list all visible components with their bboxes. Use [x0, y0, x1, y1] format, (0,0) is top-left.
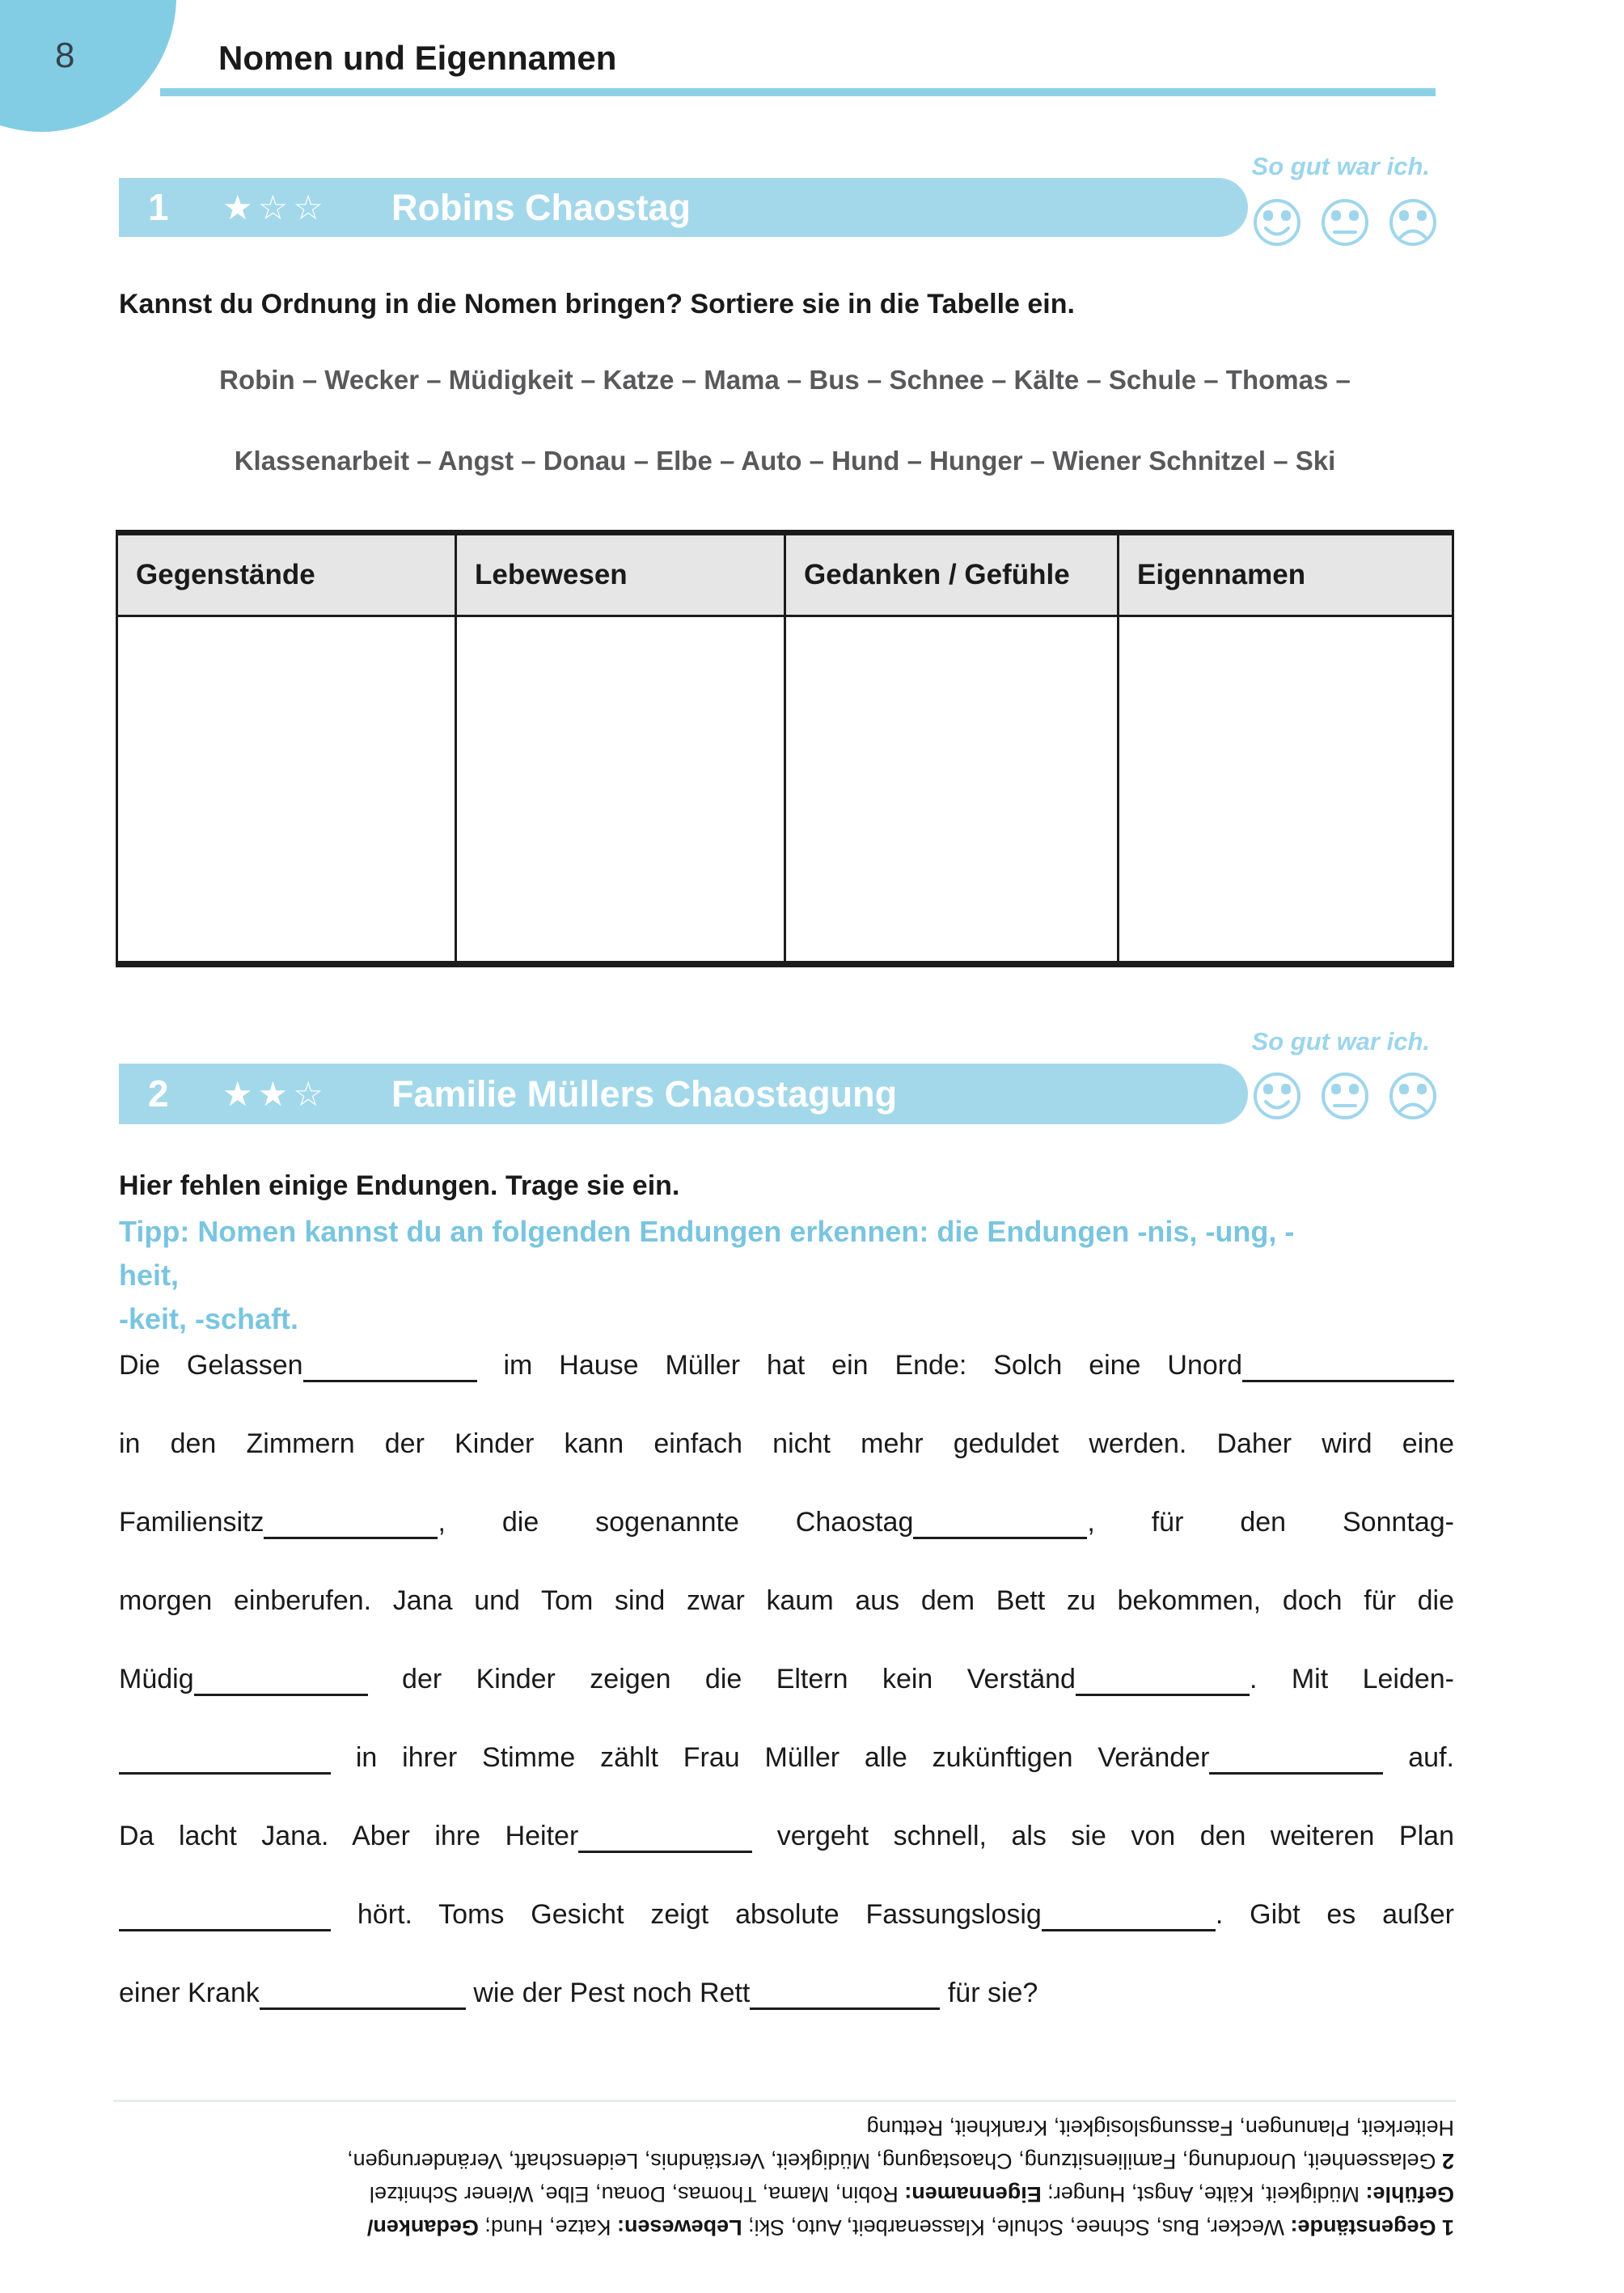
- fill-blank[interactable]: [264, 1535, 438, 1539]
- rating-smileys-exercise1: [1252, 197, 1438, 247]
- word-list-line-2: Klassenarbeit – Angst – Donau – Elbe – Auto – Hund – Hunger – Wiener Schnitzel – Ski: [234, 446, 1336, 476]
- table-header-gegenstaende: Gegenstände: [118, 535, 457, 617]
- fill-line: Familiensitz , die sogenannte Chaostag , für den Sonntag-: [119, 1507, 1454, 1538]
- smiley-sad-icon[interactable]: [1388, 1071, 1438, 1121]
- exercise1-number: 1: [148, 186, 169, 228]
- fill-line: Die Gelassen im Hause Müller hat ein Ende: Solch eine Unord: [119, 1326, 1454, 1405]
- fill-blank[interactable]: [119, 1927, 331, 1931]
- fill-line: in den Zimmern der Kinder kann einfach nicht mehr geduldet werden. Daher wird eine: [119, 1428, 1454, 1459]
- answer-key-divider: [113, 2100, 1456, 2102]
- smiley-happy-icon[interactable]: [1252, 197, 1302, 247]
- fill-line: einer Krank wie der Pest noch Rett für sie?: [119, 1978, 1038, 2008]
- table-header-gedanken-gefuehle: Gedanken / Gefühle: [786, 535, 1119, 617]
- fill-blank[interactable]: [1242, 1378, 1454, 1382]
- fill-line: hört. Toms Gesicht zeigt absolute Fassungslosig . Gibt es außer: [119, 1876, 1454, 1954]
- table-cell-lebewesen[interactable]: [457, 617, 786, 961]
- answer-key-line: 2 Gelassenheit, Unordnung, Familiensitzung, Chaostagung, Müdigkeit, Verständnis, Leidenschaft, Veränderungen,: [347, 2149, 1454, 2173]
- rating-label-exercise1: So gut war ich.: [1251, 152, 1430, 180]
- smiley-neutral-icon[interactable]: [1320, 1071, 1370, 1121]
- exercise2-header-bar: [119, 1064, 1248, 1124]
- fill-line: Da lacht Jana. Aber ihre Heiter vergeht schnell, als sie von den weiteren Plan: [119, 1821, 1454, 1851]
- fill-line: in ihrer Stimme zählt Frau Müller alle zukünftigen Veränder auf.: [119, 1719, 1454, 1797]
- table-cell-gegenstaende[interactable]: [118, 617, 457, 961]
- fill-blank[interactable]: [119, 1771, 331, 1775]
- fill-blank[interactable]: [1042, 1927, 1216, 1931]
- chapter-title: Nomen und Eigennamen: [218, 39, 617, 77]
- fill-blank[interactable]: [578, 1849, 752, 1853]
- fill-blank[interactable]: [1076, 1692, 1250, 1696]
- exercise1-instruction: Kannst du Ordnung in die Nomen bringen? Sortiere sie in die Tabelle ein.: [119, 289, 1075, 319]
- smiley-happy-icon[interactable]: [1252, 1071, 1302, 1121]
- tip-line-2: -keit, -schaft.: [119, 1302, 299, 1335]
- page-number: 8: [55, 36, 75, 75]
- table-cell-gedanken-gefuehle[interactable]: [786, 617, 1119, 961]
- exercise2-number: 2: [148, 1072, 169, 1115]
- chapter-divider-rule: [160, 88, 1436, 96]
- fill-blank[interactable]: [1209, 1771, 1383, 1775]
- exercise2-tip: [119, 1210, 1348, 1341]
- exercise2-instruction: Hier fehlen einige Endungen. Trage sie ein.: [119, 1170, 680, 1201]
- answer-key-line: Gefühle: Müdigkeit, Kälte, Angst, Hunger; Eigennamen: Robin, Mama, Thomas, Donau, Elbe, Wiener Schnitzel: [369, 2182, 1454, 2206]
- answer-key-line: 1 Gegenstände: Wecker, Bus, Schnee, Schule, Klassenarbeit, Auto, Ski; Lebewesen: Katze, Hund; Gedanken/: [366, 2215, 1454, 2240]
- exercise2-difficulty-stars: ★★☆: [222, 1075, 328, 1113]
- sorting-table: [116, 530, 1454, 967]
- exercise1-difficulty-stars: ★☆☆: [222, 188, 328, 226]
- rating-label-exercise2: So gut war ich.: [1251, 1027, 1430, 1056]
- fill-blank[interactable]: [750, 2006, 940, 2010]
- fill-blank[interactable]: [303, 1378, 477, 1382]
- answer-key-upside-down: [119, 2111, 1454, 2244]
- table-header-lebewesen: Lebewesen: [457, 535, 786, 617]
- smiley-sad-icon[interactable]: [1388, 197, 1438, 247]
- fill-line: Müdig der Kinder zeigen die Eltern kein Verständ . Mit Leiden-: [119, 1664, 1454, 1694]
- rating-smileys-exercise2: [1252, 1071, 1438, 1121]
- fill-blank[interactable]: [260, 2006, 466, 2010]
- exercise1-title: Robins Chaostag: [391, 187, 691, 228]
- exercise2-title: Familie Müllers Chaostagung: [391, 1073, 898, 1115]
- fill-in-paragraph: [119, 1326, 1454, 2033]
- table-cell-eigennamen[interactable]: [1119, 617, 1452, 961]
- fill-blank[interactable]: [194, 1692, 368, 1696]
- word-list: [116, 340, 1454, 501]
- tip-line-1: Tipp: Nomen kannst du an folgenden Endungen erkennen: die Endungen -nis, -ung, -heit,: [119, 1215, 1295, 1292]
- fill-blank[interactable]: [913, 1535, 1087, 1539]
- exercise1-header-bar: [119, 178, 1248, 237]
- table-header-eigennamen: Eigennamen: [1119, 535, 1452, 617]
- smiley-neutral-icon[interactable]: [1320, 197, 1370, 247]
- fill-line: morgen einberufen. Jana und Tom sind zwar kaum aus dem Bett zu bekommen, doch für die: [119, 1585, 1454, 1616]
- word-list-line-1: Robin – Wecker – Müdigkeit – Katze – Mama – Bus – Schnee – Kälte – Schule – Thomas –: [219, 365, 1351, 395]
- answer-key-line: Heiterkeit, Planungen, Fassungslosigkeit, Krankheit, Rettung: [866, 2116, 1454, 2140]
- page-number-badge: [0, 0, 176, 132]
